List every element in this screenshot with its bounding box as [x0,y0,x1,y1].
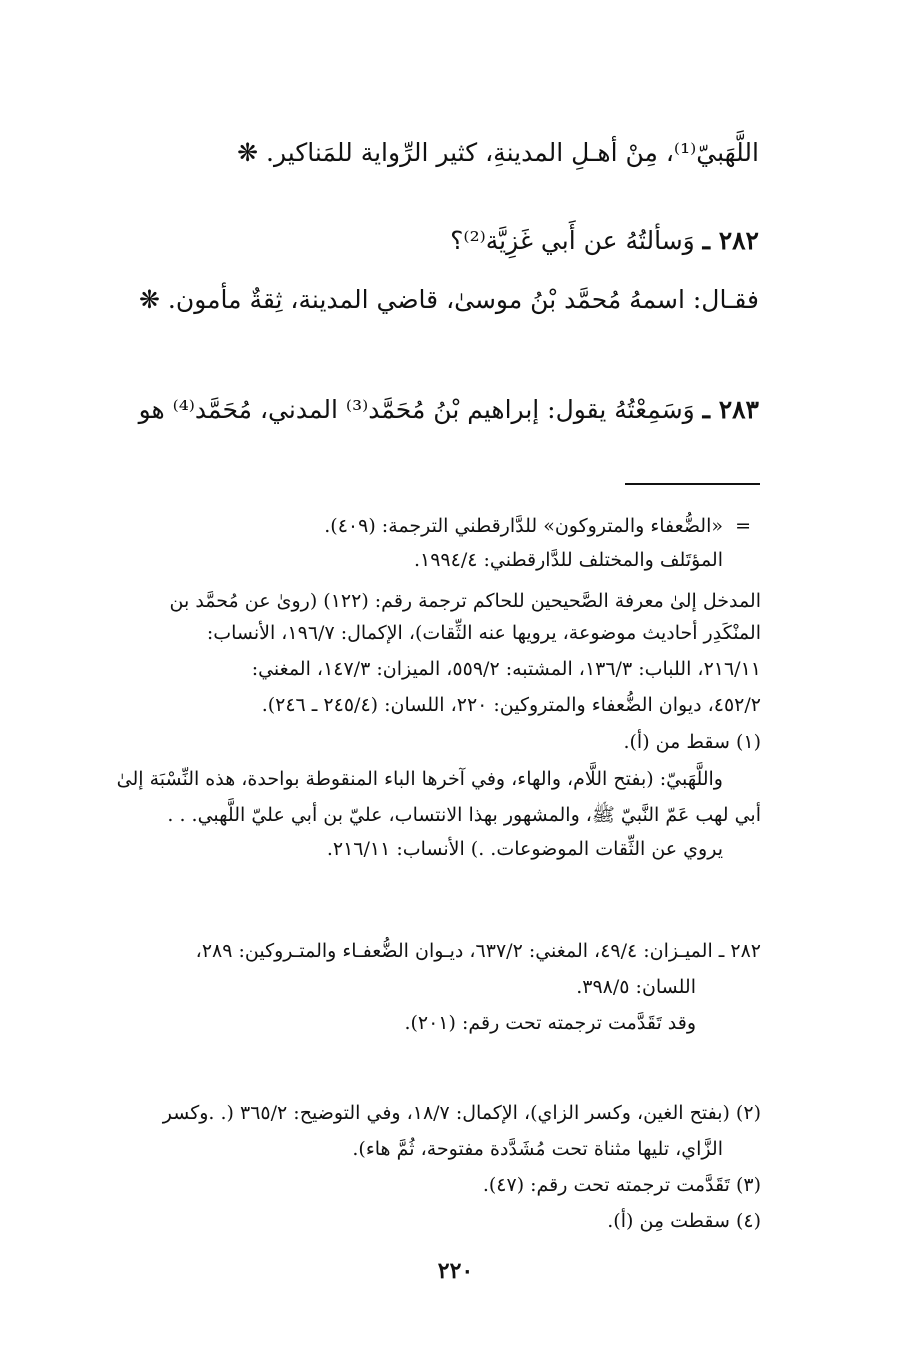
footnote-line: واللَّهَبيّ: (بفتح اللَّام، والهاء، وفي آخرها الباء المنقوطة بواحدة، هذه النِّسْبَة إلىٰ [116,768,723,790]
footnote-entry-282: ٢٨٢ ـ الميـزان: ٤٩/٤، المغني: ٦٣٧/٢، ديـوان الضُّعفـاء والمتـروكين: ٢٨٩، [195,940,761,962]
footnote-4: (٤) سقطت مِن (أ). [607,1210,761,1232]
page-number: ٢٢٠ [437,1258,474,1284]
body-line-continuation: اللَّهَبيّ⁽¹⁾، مِنْ أهـلِ المدينةِ، كثير الرِّواية للمَناكير. ❋ [237,138,759,167]
footnote-line: المؤتَلف والمختلف للدَّارقطني: ١٩٩٤/٤. [413,549,723,571]
entry-282-answer: فقـال: اسمهُ مُحمَّد بْنُ موسىٰ، قاضي المدينة، ثِقةٌ مأمون. ❋ [139,285,759,314]
footnote-1: (١) سقط من (أ). [623,731,761,753]
footnote-line: المدخل إلىٰ معرفة الصَّحيحين للحاكم ترجمة رقم: (١٢٢) (روىٰ عن مُحمَّد بن [169,590,761,612]
entry-283-text-line [139,395,759,424]
footnote-line: ٢١٦/١١، اللباب: ١٣٦/٣، المشتبه: ٥٥٩/٢، الميزان: ١٤٧/٣، المغني: [251,658,761,680]
footnote-line: المنْكَدِر أحاديث موضوعة، يرويها عنه الثِّقات)، الإكمال: ١٩٦/٧، الأنساب: [206,622,761,644]
entry-282-number: ٢٨٢ ـ [702,226,759,255]
footnote-line: ٤٥٢/٢، ديوان الضُّعفاء والمتروكين: ٢٢٠، اللسان: (٢٤٥/٤ ـ ٢٤٦). [261,694,761,716]
entry-283-number: ٢٨٣ ـ [702,395,759,424]
footnote-entry-282: اللسان: ٣٩٨/٥. [576,976,696,998]
entry-282-question-text: وَسألتُهُ عن أَبي غَزِيَّة⁽²⁾؟ [450,226,695,255]
footnote-continuation-mark: = [735,515,751,537]
footnote-2: (٢) (بفتح الغين، وكسر الزاي)، الإكمال: ١٨/٧، وفي التوضيح: ٣٦٥/٢ (. .وكسر [162,1102,761,1124]
footnote-2-continued: الزَّاي، تليها مثناة تحت مُشَدَّدة مفتوحة، ثُمَّ هاء). [352,1138,723,1160]
footnote-line: أبي لهب عَمّ النَّبيّ ﷺ، والمشهور بهذا الانتساب، عليّ بن أبي عليّ اللَّهبي. . . [167,804,761,826]
entry-282-question [450,226,759,255]
footnote-line: يروي عن الثِّقات الموضوعات. .) الأنساب: ٢١٦/١١. [326,838,723,860]
footnote-entry-282: وقد تَقَدَّمت ترجمته تحت رقم: (٢٠١). [404,1012,696,1034]
footnote-separator [625,483,760,485]
footnote-line: «الضُّعفاء والمتروكون» للدَّارقطني الترجمة: (٤٠٩). [324,515,723,537]
footnote-3: (٣) تَقَدَّمت ترجمته تحت رقم: (٤٧). [482,1174,761,1196]
entry-283-text: وَسَمِعْتُهُ يقول: إبراهيم بْنُ مُحَمَّد⁽³⁾ المدني، مُحَمَّد⁽⁴⁾ هو [138,395,695,424]
